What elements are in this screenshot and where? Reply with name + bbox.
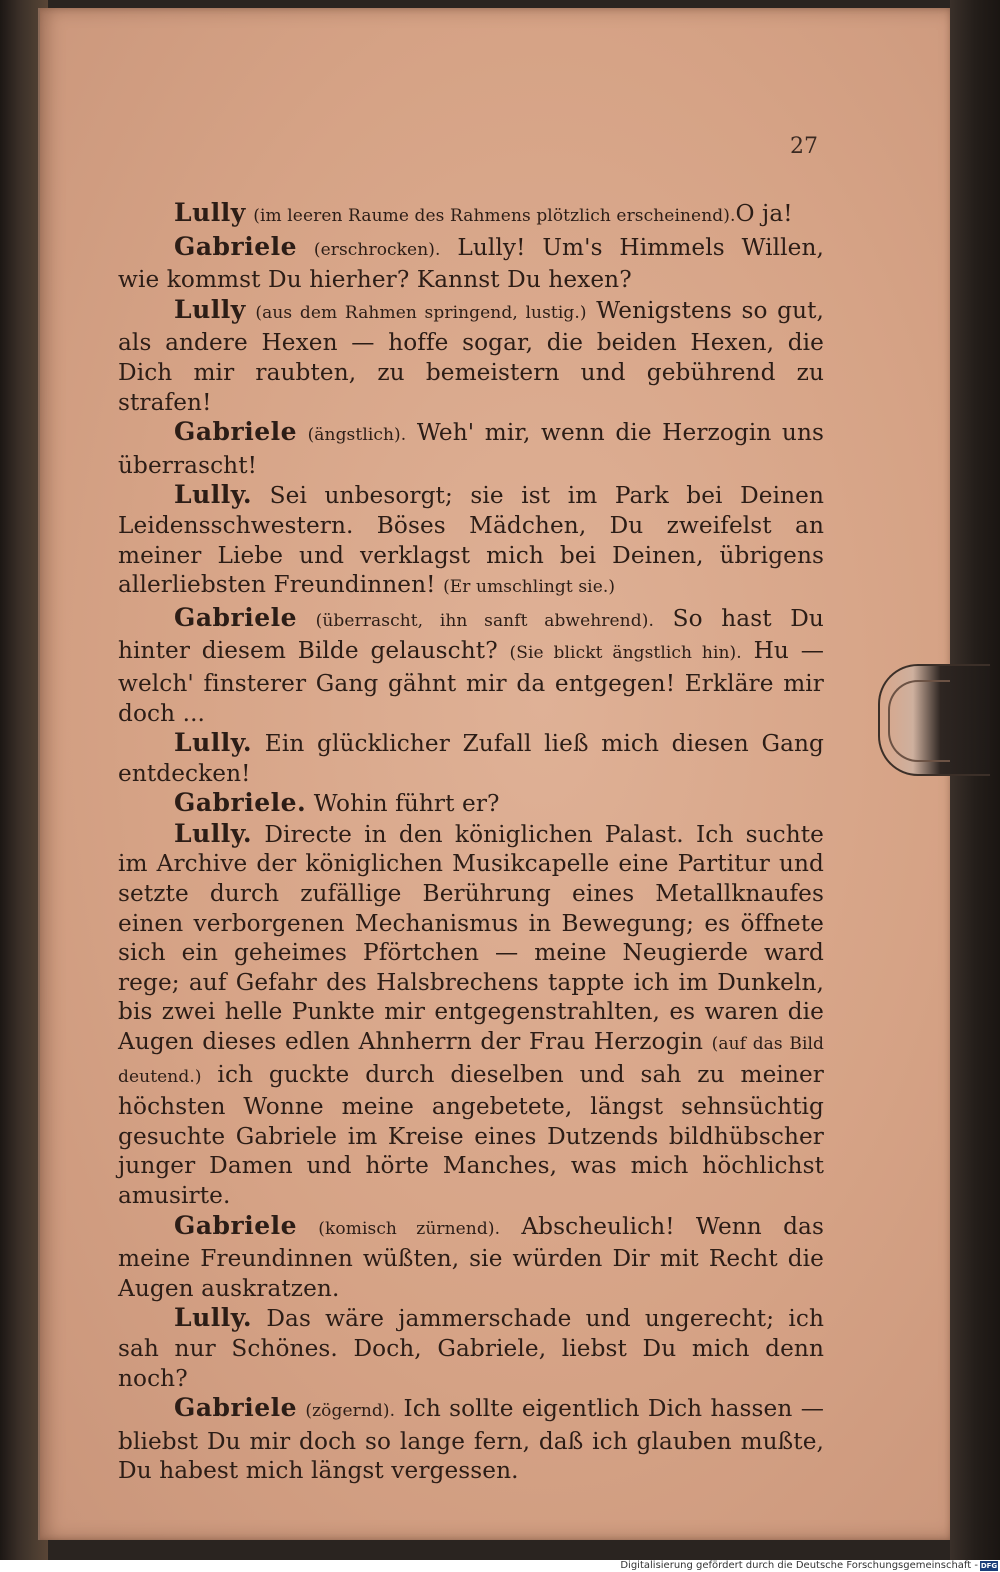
stage-direction: (überrascht, ihn sanft abwehrend). [315, 610, 654, 631]
dialogue-line [118, 480, 824, 602]
speaker-name: Gabriele [174, 1210, 298, 1240]
stage-direction: (zögernd). [305, 1401, 396, 1422]
speaker-name: Gabriele [174, 1393, 298, 1423]
spoken-text: O ja! [735, 200, 793, 227]
stage-direction: (Er umschlingt sie.) [443, 577, 616, 598]
speaker-name: Lully. [174, 480, 253, 510]
speaker-name: Lully [174, 198, 246, 227]
speaker-name: Gabriele [174, 602, 298, 632]
dialogue-line [118, 1211, 824, 1304]
speaker-name: Lully. [174, 818, 253, 848]
stage-direction: (erschrocken). [313, 239, 441, 260]
spoken-text: Sei unbesorgt; sie ist im Park bei Deinen Leidensschwestern. Böses Mädchen, Du zweifelst an meiner Liebe und verklagst mich bei Deinen, übrigens allerliebsten Freundinnen! [118, 482, 824, 599]
dialogue-line [118, 1303, 824, 1393]
footer-credit: Digitalisierung gefördert durch die Deutsche Forschungsgemeinschaft - [620, 1560, 978, 1571]
stage-direction: (ängstlich). [307, 425, 407, 446]
spoken-text: So hast Du hinter diesem Bilde gelauscht? [118, 604, 824, 665]
dialogue-line [118, 728, 824, 788]
spoken-text: Hu — welch' finsterer Gang gähnt mir da entgegen! Erkläre mir doch ... [118, 637, 824, 727]
page-number: 27 [790, 134, 818, 159]
spoken-text: Directe in den königlichen Palast. Ich suchte im Archive der königlichen Musikcapelle eine Partitur und setzte durch zufällige Berührung eines Metallknaufes einen verborgenen Mechanismus in Bewegung; es öffnete sich ein geheimes Pförtchen — meine Neugierde ward rege; auf Gefahr des Halsbrechens tappte ich im Dunkeln, bis zwei helle Punkte mir entgegenstrahlten, es waren die Augen dieses edlen Ahnherrn der Frau Herzogin [118, 820, 824, 1056]
dialogue-line [118, 788, 824, 819]
speaker-name: Gabriele. [174, 788, 307, 818]
spoken-text: Weh' mir, wenn die Herzogin uns überrascht! [118, 419, 824, 479]
dialogue-line [118, 232, 824, 295]
stage-direction: (komisch zürnend). [318, 1218, 501, 1239]
speaker-name: Lully. [174, 1303, 253, 1333]
dialogue-line [118, 295, 824, 417]
spoken-text: Lully! Um's Himmels Willen, wie kommst Du hierher? Kannst Du hexen? [118, 233, 824, 294]
dialogue-line [118, 819, 824, 1211]
footer-bar [0, 1560, 1000, 1572]
dialogue-line [118, 603, 824, 728]
stage-direction: (Sie blickt ängstlich hin). [509, 643, 742, 664]
speaker-name: Gabriele [174, 231, 298, 261]
speaker-name: Lully. [174, 728, 253, 758]
stage-direction: (auf das Bild deutend.) [118, 1034, 825, 1087]
page-clip [878, 664, 990, 776]
dialogue-line [118, 1393, 824, 1486]
dialogue-line [118, 198, 824, 232]
stage-direction: (aus dem Rahmen springend, lustig.) [255, 302, 587, 323]
speaker-name: Gabriele [174, 417, 298, 447]
stage-direction: (im leeren Raume des Rahmens plötzlich erscheinend). [253, 206, 736, 226]
spoken-text: Das wäre jammerschade und ungerecht; ich sah nur Schönes. Doch, Gabriele, liebst Du mich denn noch? [118, 1305, 824, 1392]
spoken-text: Wenigstens so gut, als andere Hexen — hoffe sogar, die beiden Hexen, die Dich mir raubten, zu bemeistern und gebührend zu strafen! [118, 296, 824, 416]
page-edge [950, 0, 1000, 1560]
dialogue-text [118, 198, 824, 1486]
spoken-text: ich guckte durch dieselben und sah zu meiner höchsten Wonne meine angebetete, längst sehnsüchtig gesuchte Gabriele im Kreise eines Dutzends bildhübscher junger Damen und hörte Manches, was mich höchlichst amusirte. [118, 1060, 824, 1209]
spoken-text: Wohin führt er? [313, 790, 500, 818]
page-clip-inner [888, 680, 950, 762]
spoken-text: Ein glücklicher Zufall ließ mich diesen Gang entdecken! [118, 730, 824, 787]
dialogue-line [118, 417, 824, 480]
spoken-text: Abscheulich! Wenn das meine Freundinnen wüßten, sie würden Dir mit Recht die Augen auskratzen. [118, 1212, 824, 1302]
speaker-name: Lully [174, 294, 246, 324]
spoken-text: Ich sollte eigentlich Dich hassen — bliebst Du mir doch so lange fern, daß ich glauben mußte, Du habest mich längst vergessen. [118, 1395, 824, 1485]
dfg-logo: DFG [980, 1562, 998, 1570]
